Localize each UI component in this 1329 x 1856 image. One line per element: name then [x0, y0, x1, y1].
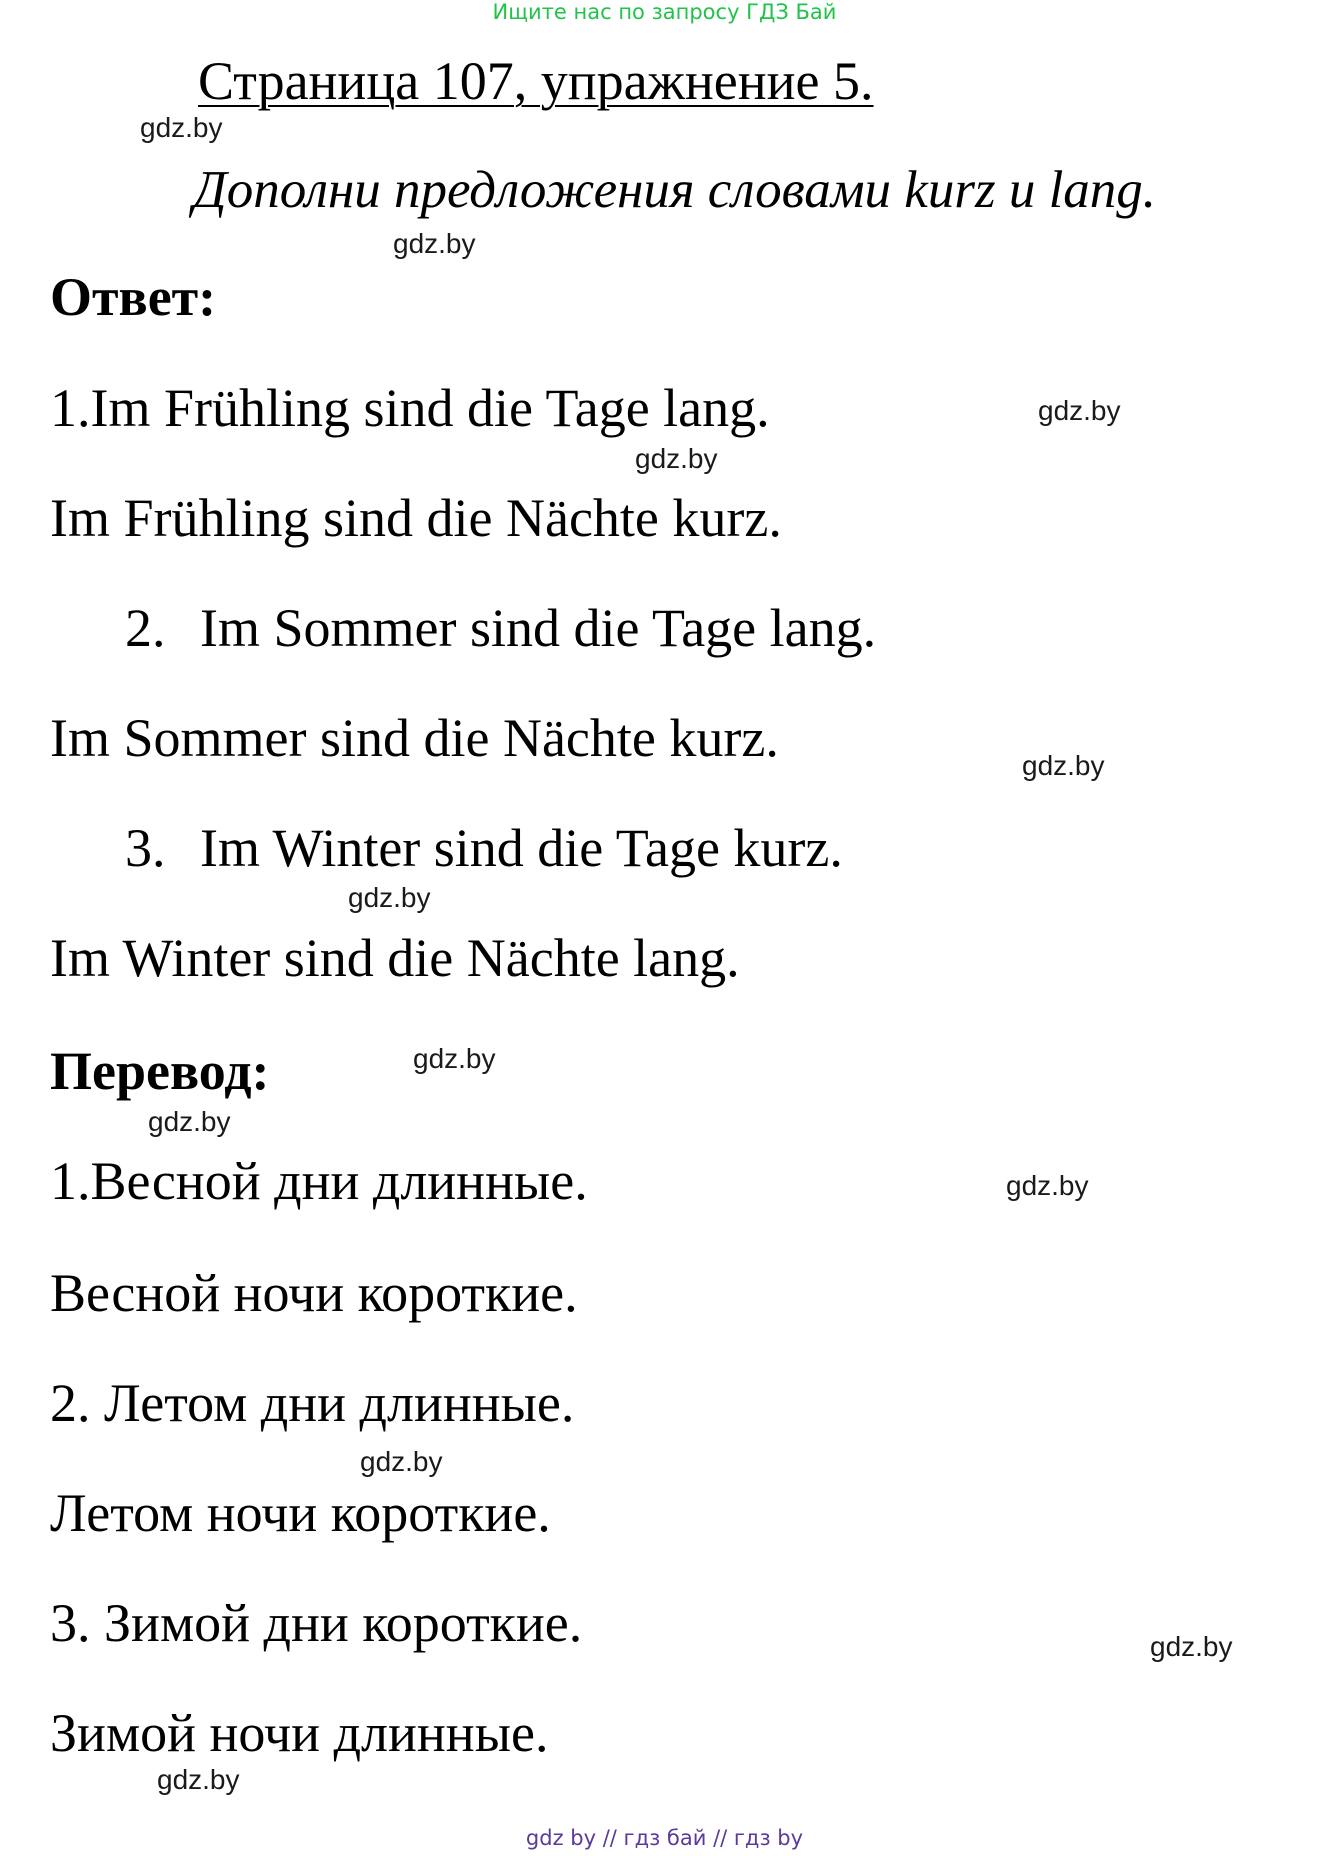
translation-line: 1.Весной дни длинные. — [50, 1151, 588, 1211]
watermark: gdz.by — [393, 228, 476, 259]
watermark: gdz.by — [157, 1764, 240, 1795]
answer-number: 3. — [125, 818, 166, 878]
translation-line: Весной ночи короткие. — [50, 1263, 578, 1323]
translation-heading: Перевод: — [50, 1041, 270, 1101]
top-banner[interactable]: Ищите нас по запросу ГДЗ Бай — [492, 0, 837, 24]
watermark: gdz.by — [148, 1106, 231, 1137]
answer-line: Im Winter sind die Nächte lang. — [50, 928, 740, 988]
answer-line: Im Sommer sind die Nächte kurz. — [50, 708, 779, 768]
answer-line: Im Sommer sind die Tage lang. — [200, 598, 877, 658]
translation-line: 2. Летом дни длинные. — [50, 1373, 575, 1433]
translation-line: Зимой ночи длинные. — [50, 1703, 549, 1763]
watermark: gdz.by — [413, 1043, 496, 1074]
watermark: gdz.by — [360, 1446, 443, 1477]
watermark: gdz.by — [1022, 750, 1105, 781]
translation-line: Летом ночи короткие. — [50, 1483, 551, 1543]
watermark: gdz.by — [1006, 1170, 1089, 1201]
page-title: Страница 107, упражнение 5. — [198, 51, 874, 111]
watermark: gdz.by — [1150, 1631, 1233, 1662]
answer-line: Im Winter sind die Tage kurz. — [200, 818, 843, 878]
answer-number: 2. — [125, 598, 166, 658]
answer-line: Im Frühling sind die Nächte kurz. — [50, 488, 782, 548]
footer-links[interactable]: gdz by // гдз бай // гдз by — [525, 1826, 804, 1850]
translation-line: 3. Зимой дни короткие. — [50, 1593, 583, 1653]
task-instruction: Дополни предложения словами kurz и lang. — [193, 161, 1157, 219]
answer-heading: Ответ: — [50, 267, 217, 327]
watermark: gdz.by — [348, 882, 431, 913]
watermark: gdz.by — [1038, 395, 1121, 426]
answer-line: 1.Im Frühling sind die Tage lang. — [50, 378, 770, 438]
watermark: gdz.by — [635, 443, 718, 474]
watermark: gdz.by — [140, 112, 223, 143]
